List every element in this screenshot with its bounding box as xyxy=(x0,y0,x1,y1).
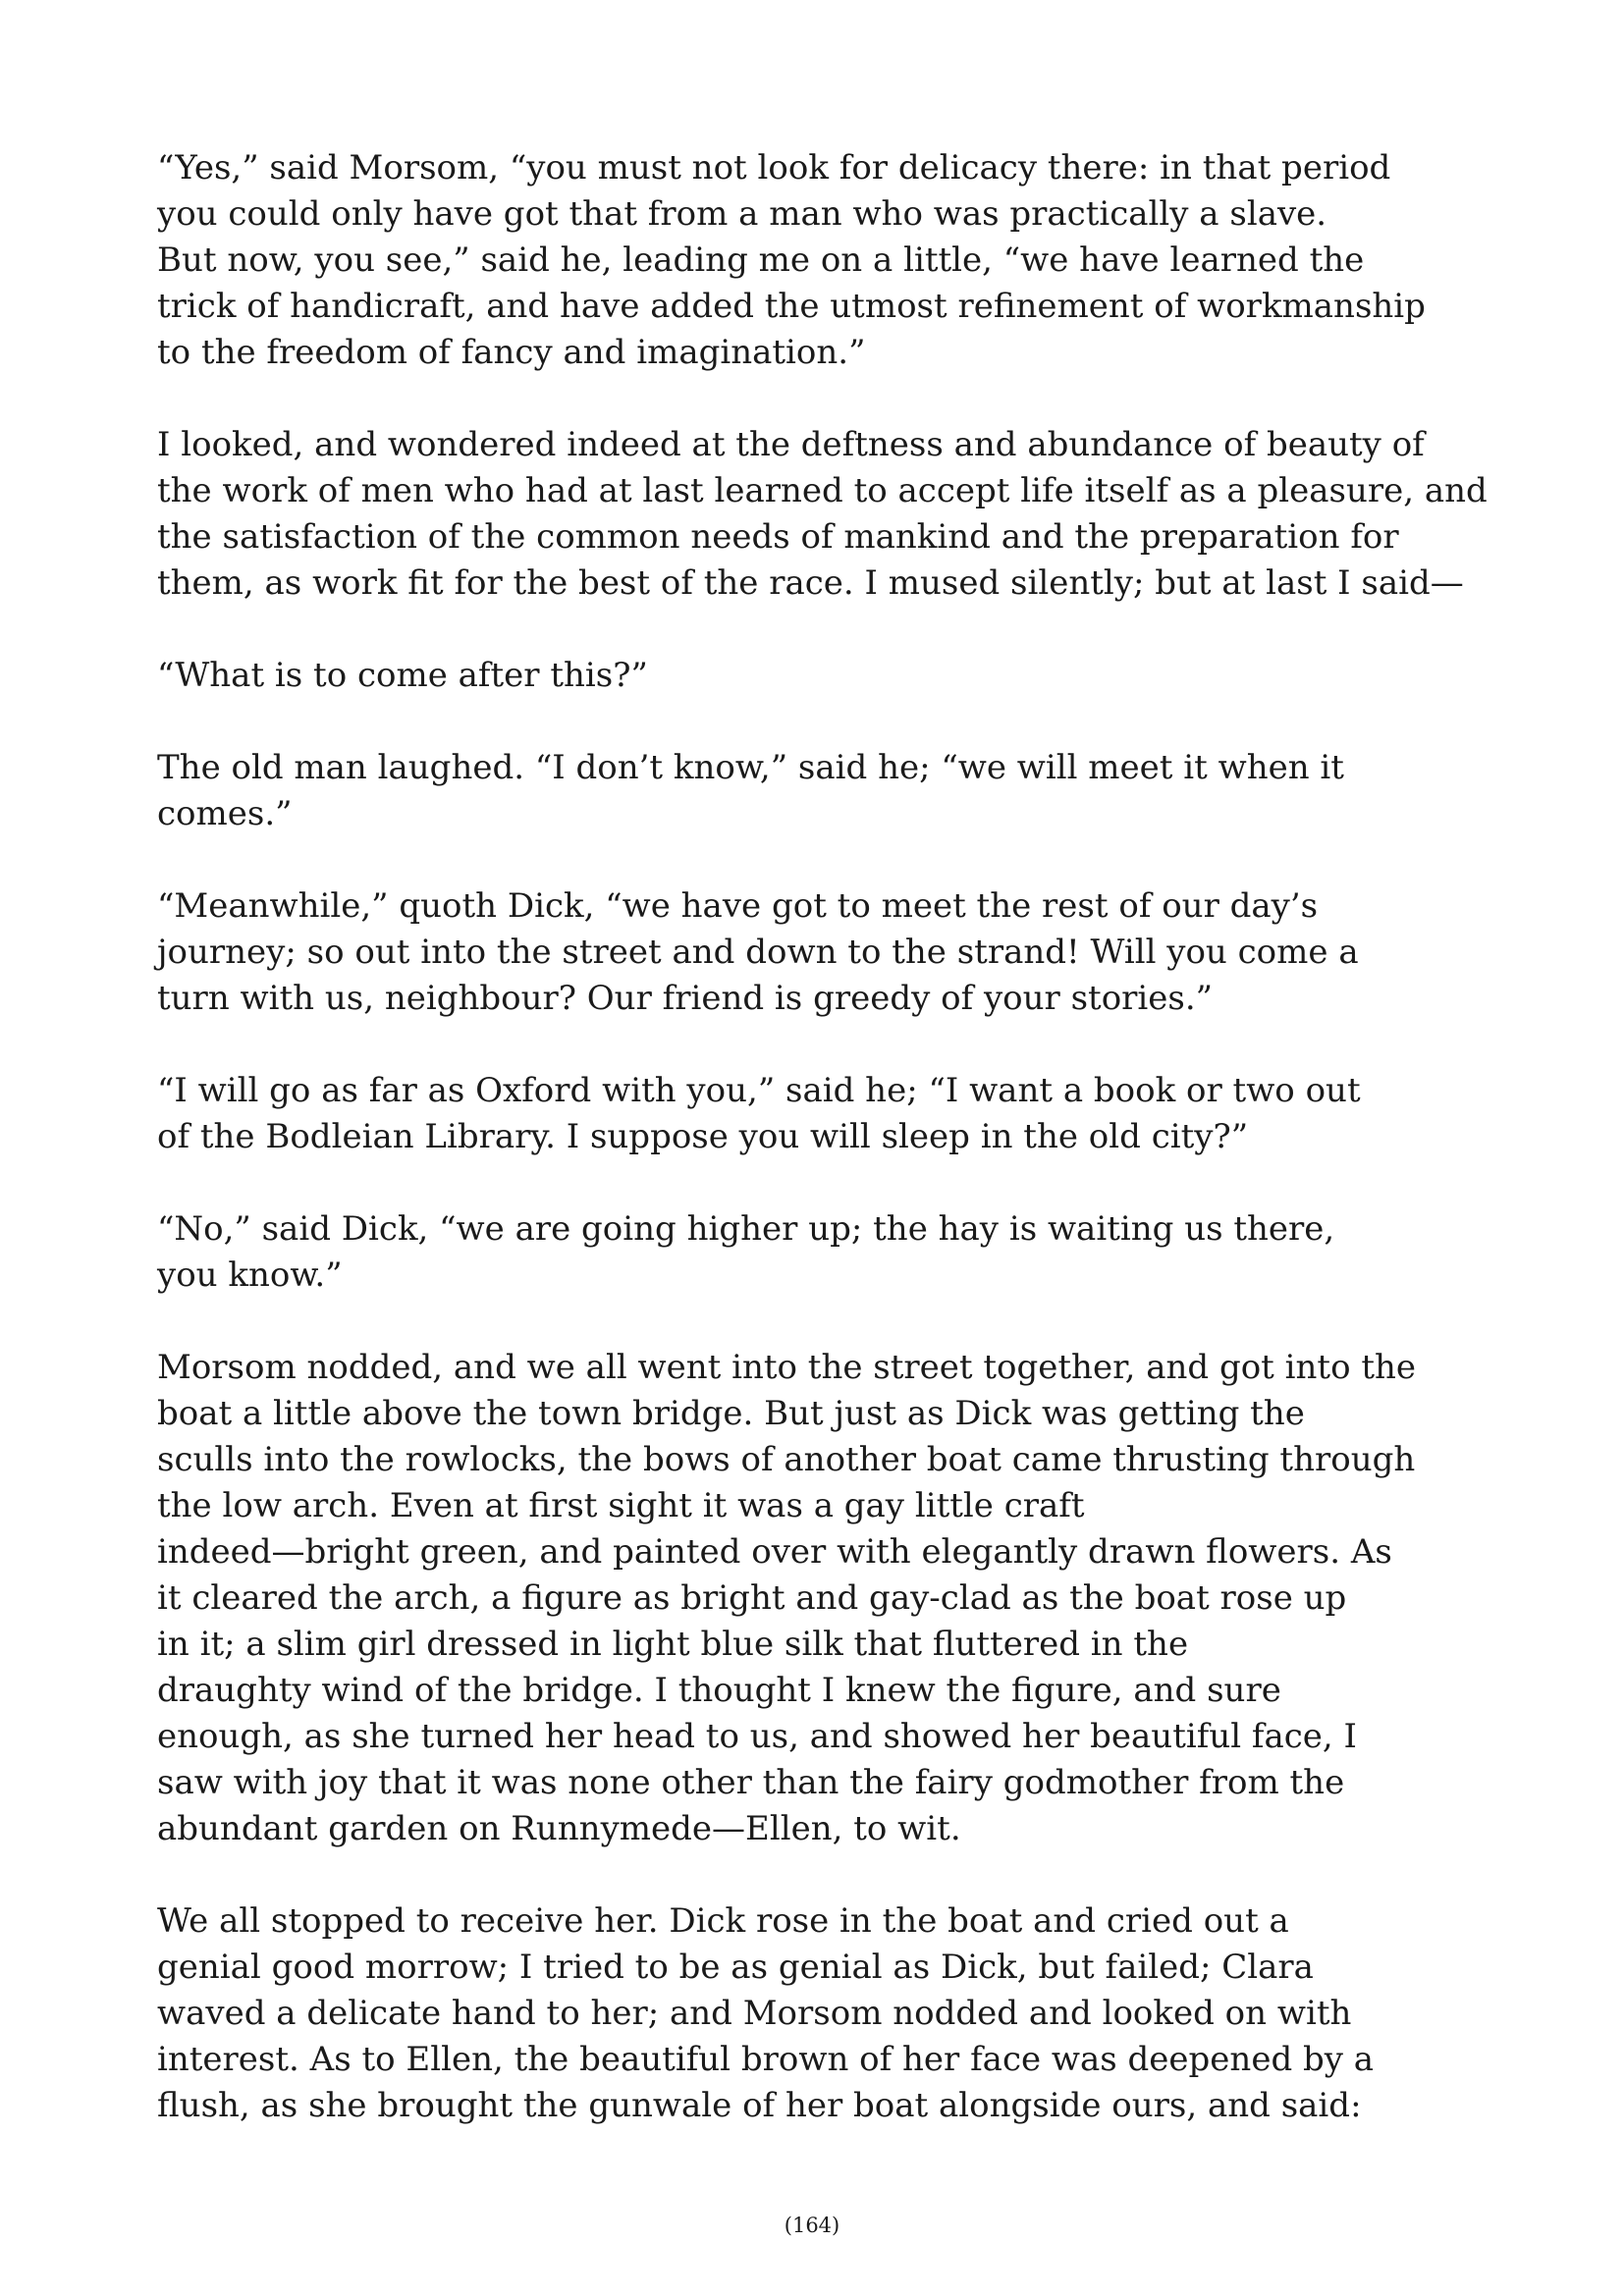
paragraph xyxy=(157,745,1365,837)
text-line: enough, as she turned her head to us, and showed her beautiful face, I xyxy=(157,1717,1357,1756)
text-line: “What is to come after this?” xyxy=(157,656,648,695)
text-line: The old man laughed. “I don’t know,” said he; “we will meet it when it xyxy=(157,748,1344,787)
text-line: the satisfaction of the common needs of mankind and the preparation for xyxy=(157,517,1399,557)
text-line: journey; so out into the street and down to the strand! Will you come a xyxy=(157,933,1359,972)
text-line: saw with joy that it was none other than the fairy godmother from the xyxy=(157,1763,1345,1802)
text-line: them, as work fit for the best of the race. I mused silently; but at last I said— xyxy=(157,563,1464,603)
paragraph xyxy=(157,422,1488,607)
text-line: of the Bodleian Library. I suppose you will sleep in the old city?” xyxy=(157,1117,1249,1156)
paragraph xyxy=(157,1345,1417,1852)
text-line: genial good morrow; I tried to be as genial as Dick, but failed; Clara xyxy=(157,1948,1314,1987)
paragraph xyxy=(157,1206,1365,1299)
text-line: Morsom nodded, and we all went into the street together, and got into the xyxy=(157,1348,1417,1387)
text-line: “Meanwhile,” quoth Dick, “we have got to meet the rest of our day’s xyxy=(157,886,1319,926)
page-number: (164) xyxy=(784,2214,840,2237)
text-line: the low arch. Even at first sight it was a gay little craft xyxy=(157,1486,1085,1525)
text-line: sculls into the rowlocks, the bows of another boat came thrusting through xyxy=(157,1440,1416,1479)
text-line: abundant garden on Runnymede—Ellen, to wit. xyxy=(157,1809,961,1848)
text-line: waved a delicate hand to her; and Morsom nodded and looked on with xyxy=(157,1994,1352,2033)
text-line: “No,” said Dick, “we are going higher up; the hay is waiting us there, xyxy=(157,1209,1335,1249)
paragraph xyxy=(157,883,1365,1022)
text-line: you know.” xyxy=(157,1255,343,1295)
text-line: But now, you see,” said he, leading me on a little, “we have learned the xyxy=(157,240,1365,280)
text-line: interest. As to Ellen, the beautiful brown of her face was deepened by a xyxy=(157,2040,1375,2079)
text-line: it cleared the arch, a figure as bright and gay-clad as the boat rose up xyxy=(157,1578,1347,1618)
text-line: you could only have got that from a man who was practically a slave. xyxy=(157,194,1327,234)
body-text xyxy=(157,145,1488,2175)
paragraph xyxy=(157,653,1365,699)
text-line: indeed—bright green, and painted over with elegantly drawn flowers. As xyxy=(157,1532,1392,1572)
text-line: comes.” xyxy=(157,794,293,833)
text-line: turn with us, neighbour? Our friend is greedy of your stories.” xyxy=(157,979,1214,1018)
text-line: to the freedom of fancy and imagination.” xyxy=(157,333,866,372)
text-line: flush, as she brought the gunwale of her boat alongside ours, and said: xyxy=(157,2086,1362,2125)
paragraph xyxy=(157,145,1426,376)
text-line: boat a little above the town bridge. But just as Dick was getting the xyxy=(157,1394,1305,1433)
text-line: draughty wind of the bridge. I thought I knew the figure, and sure xyxy=(157,1671,1281,1710)
text-line: I looked, and wondered indeed at the deftness and abundance of beauty of xyxy=(157,425,1425,464)
text-line: “I will go as far as Oxford with you,” said he; “I want a book or two out xyxy=(157,1071,1361,1110)
text-line: in it; a slim girl dressed in light blue silk that fluttered in the xyxy=(157,1625,1189,1664)
text-line: the work of men who had at last learned to accept life itself as a pleasure, and xyxy=(157,471,1488,510)
text-line: trick of handicraft, and have added the utmost refinement of workmanship xyxy=(157,287,1426,326)
paragraph xyxy=(157,1898,1375,2129)
text-line: We all stopped to receive her. Dick rose in the boat and cried out a xyxy=(157,1901,1289,1941)
paragraph xyxy=(157,1068,1365,1160)
text-line: “Yes,” said Morsom, “you must not look for delicacy there: in that period xyxy=(157,148,1391,187)
